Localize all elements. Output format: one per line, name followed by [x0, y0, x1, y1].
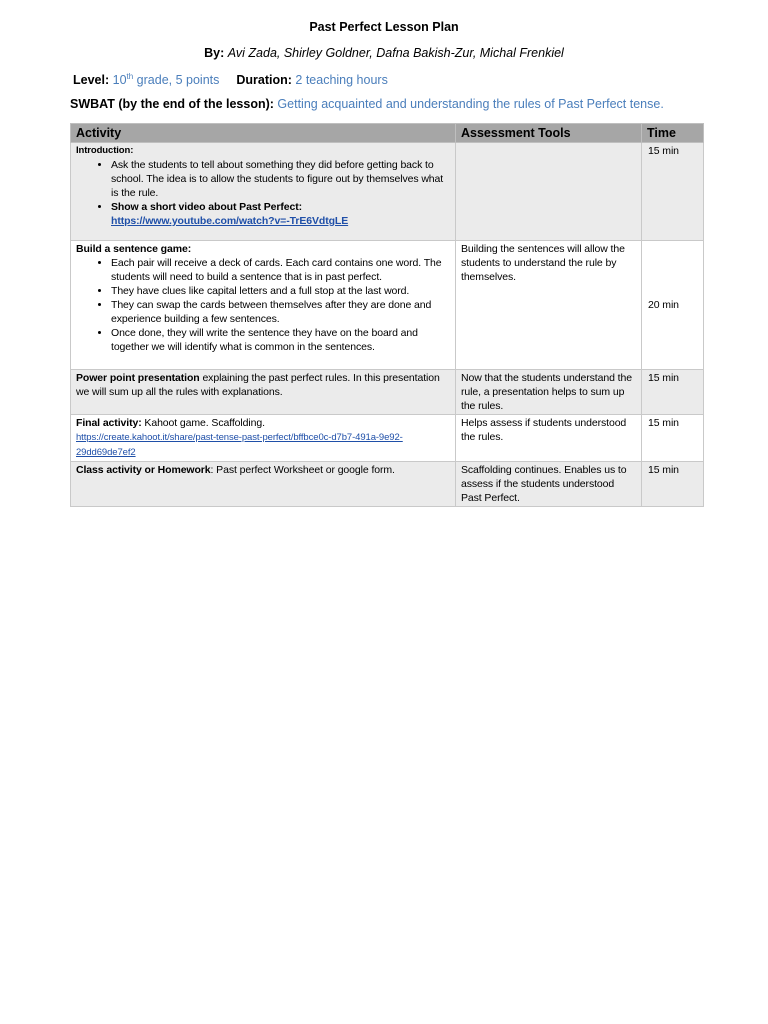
list-item: • Ask the students to tell about something they did before getting back to school. The idea is to allow the students to figure out by themselves what is the rule.: [111, 158, 450, 200]
list-item: • Show a short video about Past Perfect: https://www.youtube.com/watch?v=-TrE6VdtgLE: [111, 200, 450, 228]
final-heading: Final activity:: [76, 417, 142, 429]
ppt-time-cell: 15 min: [642, 370, 704, 415]
game-time-cell: 20 min: [642, 241, 704, 370]
level-grade: 10th grade, 5 points: [112, 72, 220, 88]
table-row: [71, 415, 704, 462]
final-activity-cell: Final activity: Kahoot game. Scaffolding. https://create.kahoot.it/share/past-tense-past-perfect/bffbce0c-d7b7-491a-9e92-29dd69de7ef2: [71, 415, 456, 462]
table-header-row: [71, 124, 704, 143]
by-label: By:: [204, 46, 225, 60]
homework-time-cell: 15 min: [642, 462, 704, 507]
level-duration-line: Level: 10th grade, 5 points Duration: 2 teaching hours: [73, 72, 388, 88]
final-assessment-cell: Helps assess if students understood the rules.: [456, 415, 642, 462]
game-assessment-cell: Building the sentences will allow the students to understand the rule by themselves.: [456, 241, 642, 370]
intro-heading: Introduction:: [76, 145, 134, 156]
intro-time-cell: 15 min: [642, 143, 704, 241]
swbat-label: SWBAT (by the end of the lesson):: [70, 97, 274, 111]
header-time: Time: [642, 124, 704, 143]
page-title: Past Perfect Lesson Plan: [309, 20, 459, 34]
duration-value: 2 teaching hours: [295, 73, 388, 88]
header-assessment: Assessment Tools: [456, 124, 642, 143]
table-row: [71, 241, 704, 370]
ppt-activity-cell: Power point presentation explaining the past perfect rules. In this presentation we will sum up all the rules with explanations.: [71, 370, 456, 415]
list-item: • Once done, they will write the sentence they have on the board and together we will identify what is common in the sentences.: [111, 326, 450, 354]
swbat-line: [70, 97, 664, 111]
kahoot-link[interactable]: https://create.kahoot.it/share/past-tense-past-perfect/bffbce0c-d7b7-491a-9e92-29dd69de7ef2: [76, 432, 403, 458]
ppt-heading: Power point presentation: [76, 372, 200, 384]
duration-label: Duration:: [236, 73, 292, 88]
game-heading: Build a sentence game:: [76, 243, 192, 255]
table-row: [71, 462, 704, 507]
table-row: [71, 143, 704, 241]
list-item: • Each pair will receive a deck of cards. Each card contains one word. The students will need to build a sentence that is in past perfect.: [111, 256, 450, 284]
author-names: Avi Zada, Shirley Goldner, Dafna Bakish-Zur, Michal Frenkiel: [227, 46, 564, 60]
lesson-table: [70, 123, 704, 507]
homework-heading: Class activity or Homework: [76, 464, 211, 476]
intro-assessment-cell: [456, 143, 642, 241]
homework-activity-cell: Class activity or Homework: Past perfect Worksheet or google form.: [71, 462, 456, 507]
final-time-cell: 15 min: [642, 415, 704, 462]
header-activity: Activity: [71, 124, 456, 143]
youtube-link[interactable]: https://www.youtube.com/watch?v=-TrE6VdtgLE: [111, 215, 349, 227]
homework-assessment-cell: Scaffolding continues. Enables us to assess if the students understood Past Perfect.: [456, 462, 642, 507]
game-activity-cell: [71, 241, 456, 370]
intro-activity-cell: [71, 143, 456, 241]
list-item: • They can swap the cards between themselves after they are done and experience building a few sentences.: [111, 298, 450, 326]
level-label: Level: [73, 73, 105, 88]
list-item: • They have clues like capital letters and a full stop at the last word.: [111, 284, 450, 298]
authors-line: [0, 46, 768, 60]
table-row: [71, 370, 704, 415]
swbat-value: Getting acquainted and understanding the rules of Past Perfect tense.: [277, 97, 664, 111]
ppt-assessment-cell: Now that the students understand the rule, a presentation helps to sum up the rules.: [456, 370, 642, 415]
